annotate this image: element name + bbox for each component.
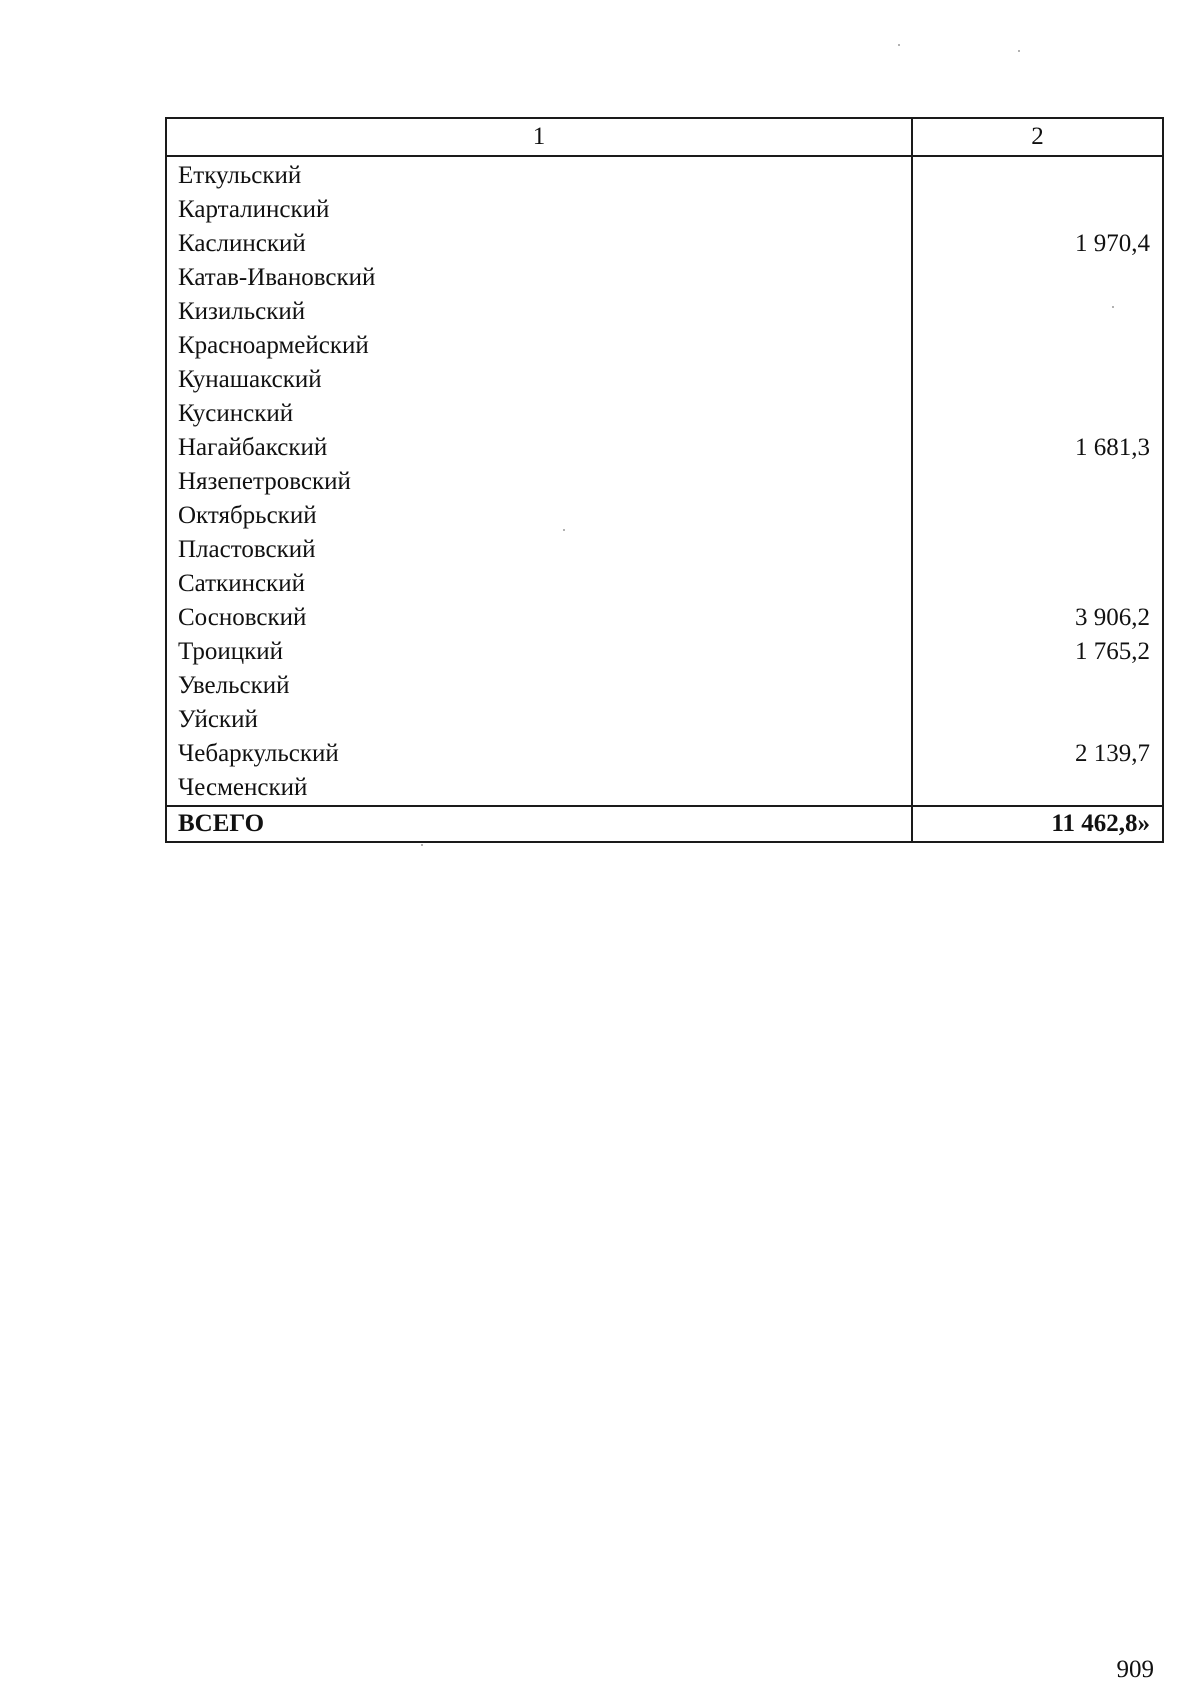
district-value bbox=[912, 567, 1163, 601]
district-name: Кизильский bbox=[166, 295, 912, 329]
district-value bbox=[912, 295, 1163, 329]
table-row bbox=[166, 737, 1163, 771]
district-name: Карталинский bbox=[166, 193, 912, 227]
table-row bbox=[166, 499, 1163, 533]
district-value bbox=[912, 261, 1163, 295]
district-value bbox=[912, 193, 1163, 227]
district-value: 3 906,2 bbox=[1075, 604, 1150, 631]
district-value: 1 970,4 bbox=[1075, 230, 1150, 257]
table-row bbox=[166, 156, 1163, 193]
table-row bbox=[166, 669, 1163, 703]
table-header-row bbox=[166, 118, 1163, 156]
table-row bbox=[166, 193, 1163, 227]
district-value: 1 765,2 bbox=[1075, 638, 1150, 665]
table-row bbox=[166, 329, 1163, 363]
table-row bbox=[166, 533, 1163, 567]
district-value bbox=[912, 703, 1163, 737]
table-row bbox=[166, 261, 1163, 295]
district-name: Нязепетровский bbox=[166, 465, 912, 499]
district-name: Чесменский bbox=[166, 771, 912, 806]
scan-speck bbox=[421, 844, 423, 846]
district-name: Катав-Ивановский bbox=[166, 261, 912, 295]
column-header-1: 1 bbox=[166, 118, 912, 156]
district-name: Чебаркульский bbox=[166, 737, 912, 771]
column-header-2: 2 bbox=[912, 118, 1163, 156]
district-value bbox=[912, 329, 1163, 363]
district-value bbox=[912, 533, 1163, 567]
district-name: Троицкий bbox=[166, 635, 912, 669]
district-name: Сосновский bbox=[166, 601, 912, 635]
district-name: Красноармейский bbox=[166, 329, 912, 363]
scan-speck bbox=[1018, 50, 1020, 52]
district-value bbox=[912, 156, 1163, 193]
table-row bbox=[166, 601, 1163, 635]
district-value: 1 681,3 bbox=[1075, 434, 1150, 461]
page-number: 909 bbox=[1116, 1656, 1154, 1683]
table-row bbox=[166, 295, 1163, 329]
table-row bbox=[166, 431, 1163, 465]
district-name: Увельский bbox=[166, 669, 912, 703]
district-name: Саткинский bbox=[166, 567, 912, 601]
table-row bbox=[166, 397, 1163, 431]
table-row bbox=[166, 567, 1163, 601]
district-value: 2 139,7 bbox=[1075, 740, 1150, 767]
district-value bbox=[912, 669, 1163, 703]
total-label: ВСЕГО bbox=[166, 806, 912, 842]
table-row bbox=[166, 635, 1163, 669]
district-value bbox=[912, 397, 1163, 431]
district-name: Нагайбакский bbox=[166, 431, 912, 465]
district-value bbox=[912, 465, 1163, 499]
district-value bbox=[912, 499, 1163, 533]
district-name: Октябрьский bbox=[166, 499, 912, 533]
district-value bbox=[912, 771, 1163, 806]
district-name: Кусинский bbox=[166, 397, 912, 431]
district-name: Пластовский bbox=[166, 533, 912, 567]
district-name: Еткульский bbox=[166, 156, 912, 193]
scan-speck bbox=[898, 44, 900, 46]
table-row bbox=[166, 465, 1163, 499]
district-value bbox=[912, 363, 1163, 397]
district-name: Кунашакский bbox=[166, 363, 912, 397]
table-row bbox=[166, 363, 1163, 397]
district-name: Уйский bbox=[166, 703, 912, 737]
table-row bbox=[166, 771, 1163, 806]
total-value: 11 462,8» bbox=[912, 806, 1163, 842]
district-name: Каслинский bbox=[166, 227, 912, 261]
table-row bbox=[166, 703, 1163, 737]
table-row bbox=[166, 227, 1163, 261]
district-table bbox=[165, 117, 1164, 843]
total-row bbox=[166, 806, 1163, 842]
